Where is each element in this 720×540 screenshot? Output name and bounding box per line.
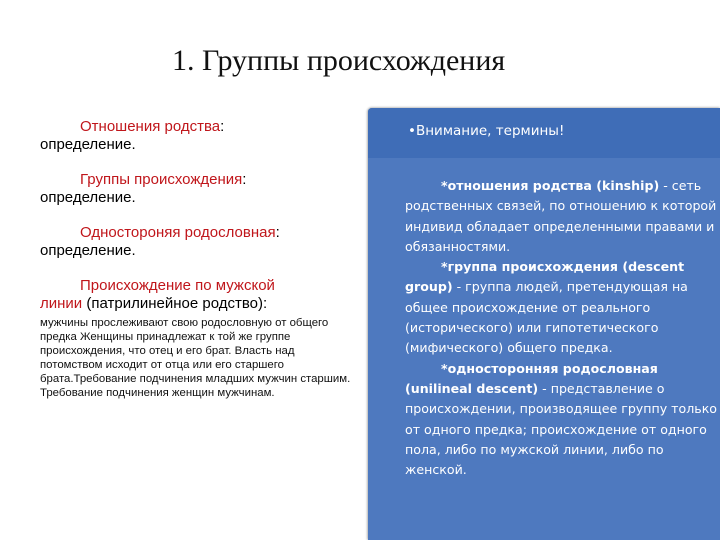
panel-header (368, 108, 720, 158)
panel-heading: •Внимание, термины! (408, 123, 565, 139)
definition-kinship (405, 176, 717, 257)
slide-title: 1. Группы происхождения (172, 44, 506, 77)
term-unilineal: Одностороняя родословная: определение. (40, 224, 280, 259)
definition-term: *односторонняя родословная (unilineal descent) (405, 360, 658, 396)
terms-list (40, 118, 358, 400)
term-label: Одностороняя родословная (80, 224, 276, 241)
definition-unilineal (405, 359, 717, 481)
term-kinship: Отношения родства: определение. (40, 118, 225, 153)
term-definition: определение. (40, 189, 136, 206)
term-patrilineal: Происхождение по мужской линии (патрилинейное родство): (40, 277, 275, 312)
definition-text: - группа людей, претендующая на общее происхождение от реального (исторического) или гипотетического (мифического) общего предка. (405, 279, 688, 356)
term-definition: определение. (40, 136, 136, 153)
term-definition: определение. (40, 242, 136, 259)
term-label: Происхождение по мужской (80, 277, 275, 294)
definition-term: *отношения родства (kinship) (441, 178, 660, 193)
panel-body (405, 176, 717, 480)
definition-descent-group (405, 257, 717, 358)
term-label-cont: линии (40, 295, 83, 312)
patrilineal-description: мужчины прослеживают свою родословную от общего предка Женщины принадлежат к той же группе происхождения, что отец и его брат. Власть над потомством исходит от отца или его старшего брата.Требование подчинения младших мужчин старшим. Требование подчинения женщин мужчинам. (40, 317, 351, 399)
definition-term: *группа происхождения (descent group) (405, 259, 685, 295)
definition-text: - сеть родственных связей, по отношению к которой индивид обладает определенными правами и обязанностями. (405, 178, 717, 254)
terms-panel (368, 108, 720, 540)
term-label: Отношения родства (80, 118, 221, 135)
term-descent-groups: Группы происхождения: определение. (40, 171, 247, 206)
definition-text: - представление о происхождении, производящее группу только от одного предка; происхождение от одного пола, либо по мужской линии, либо по женской. (405, 380, 718, 478)
term-label: Группы происхождения (80, 171, 243, 188)
